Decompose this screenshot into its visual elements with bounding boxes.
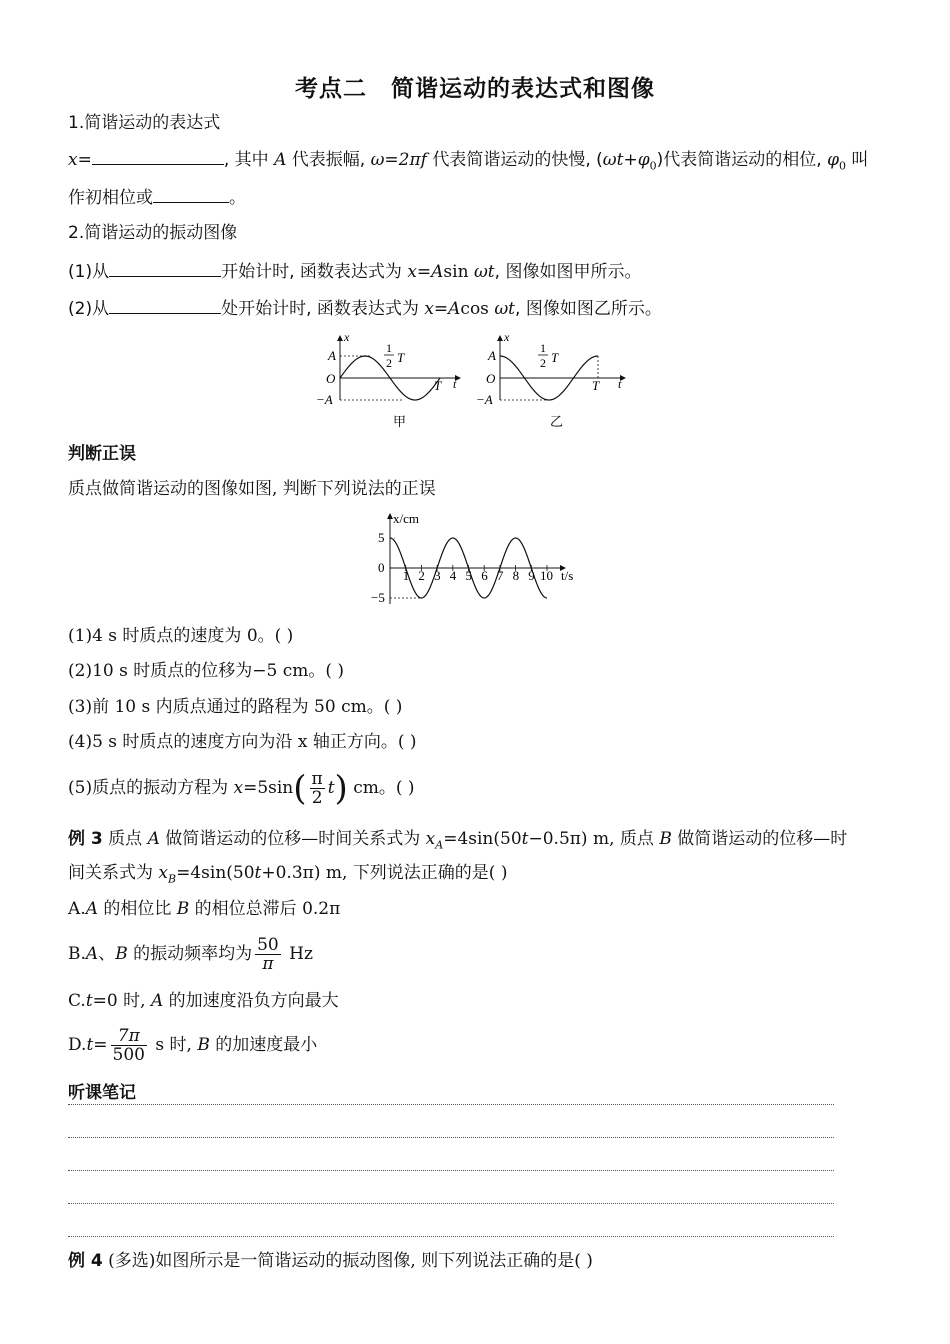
text: s 时, bbox=[149, 1035, 198, 1055]
fraction-den: 2 bbox=[311, 788, 323, 808]
axis-label: x bbox=[344, 330, 350, 344]
text: sin bbox=[443, 262, 474, 282]
ex3-line1 bbox=[68, 828, 847, 856]
fraction-den: 2 bbox=[540, 356, 546, 370]
text: (1)从 bbox=[68, 262, 110, 282]
x-axis-label: t/s bbox=[561, 568, 574, 583]
figure-caption: 乙 bbox=[550, 415, 564, 430]
tick-label: T bbox=[551, 350, 559, 365]
example-label: 例 4 bbox=[68, 1251, 103, 1271]
text: 代表简谐运动的快慢, ( bbox=[426, 150, 603, 170]
option-letter: B. bbox=[68, 944, 86, 964]
notes-heading: 听课笔记 bbox=[68, 1083, 136, 1103]
x-tick-label: 2 bbox=[418, 568, 425, 583]
answer-blank[interactable] bbox=[153, 186, 229, 203]
text: , 图像如图乙所示。 bbox=[515, 299, 662, 319]
text: x bbox=[425, 829, 436, 849]
sine-cosine-figures bbox=[300, 328, 640, 436]
tick-label: T bbox=[434, 378, 442, 393]
judge-item-4: (4)5 s 时质点的速度方向为沿 x 轴正方向。( ) bbox=[68, 732, 417, 752]
judge-intro: 质点做简谐运动的图像如图, 判断下列说法的正误 bbox=[68, 479, 436, 499]
text: 质点 bbox=[102, 829, 148, 849]
x-tick-label: 1 bbox=[402, 568, 410, 583]
axis-label: t bbox=[618, 377, 622, 391]
text: 做简谐运动的位移—时 bbox=[671, 829, 848, 849]
text: 的相位总滞后 0.2π bbox=[189, 899, 341, 919]
answer-blank[interactable] bbox=[109, 297, 221, 314]
text: ω=2πf bbox=[370, 150, 427, 170]
text: 的振动频率均为 bbox=[127, 944, 253, 964]
text: )代表简谐运动的相位, bbox=[656, 150, 828, 170]
tick-label: −A bbox=[476, 392, 493, 407]
text: 0 bbox=[839, 159, 846, 173]
x-tick-label: 4 bbox=[449, 568, 457, 583]
fraction bbox=[255, 936, 281, 973]
fraction-den: 500 bbox=[112, 1045, 145, 1065]
note-line[interactable] bbox=[68, 1170, 834, 1171]
text: B bbox=[659, 829, 672, 849]
text: 的相位比 bbox=[97, 899, 177, 919]
section2-heading: 2.简谐运动的振动图像 bbox=[68, 223, 238, 243]
answer-blank[interactable] bbox=[92, 148, 224, 165]
note-line[interactable] bbox=[68, 1104, 834, 1105]
text: x bbox=[158, 863, 168, 883]
figure-caption: 甲 bbox=[393, 415, 407, 430]
tick-label: A bbox=[328, 348, 336, 363]
text: 的加速度沿负方向最大 bbox=[163, 991, 339, 1011]
fraction-num: 1 bbox=[540, 341, 546, 355]
judge-item-3: (3)前 10 s 内质点通过的路程为 50 cm。( ) bbox=[68, 697, 403, 717]
axis-label: t bbox=[453, 377, 457, 391]
fraction-num: 50 bbox=[257, 935, 279, 955]
ex3-option-b[interactable] bbox=[68, 930, 313, 978]
text: φ bbox=[827, 150, 839, 170]
text: B bbox=[197, 1035, 210, 1055]
text: cos bbox=[460, 299, 495, 319]
y-tick-label: 0 bbox=[378, 560, 385, 575]
y-tick-label: 5 bbox=[378, 530, 385, 545]
page-title: 考点二 简谐运动的表达式和图像 bbox=[295, 76, 655, 102]
text: 。 bbox=[229, 188, 246, 208]
text: ωt bbox=[473, 262, 495, 282]
text: (2)从 bbox=[68, 299, 110, 319]
x-tick-label: 9 bbox=[528, 568, 535, 583]
y-tick-label: −5 bbox=[371, 590, 385, 605]
s2-item1 bbox=[68, 260, 641, 283]
ex3-line2 bbox=[68, 862, 507, 890]
s1-line2 bbox=[68, 186, 246, 209]
figure-yi bbox=[476, 330, 625, 430]
judge-item-1: (1)4 s 时质点的速度为 0。( ) bbox=[68, 626, 294, 646]
text: A bbox=[85, 944, 99, 964]
text: =5sin bbox=[243, 778, 294, 798]
text: =0 时, bbox=[92, 991, 151, 1011]
text: −0.5π) m, 质点 bbox=[528, 829, 660, 849]
ex3-option-a[interactable] bbox=[68, 898, 340, 920]
fraction-num: 1 bbox=[386, 341, 392, 355]
ex3-option-d[interactable] bbox=[68, 1021, 317, 1069]
text: ωt+φ bbox=[602, 150, 650, 170]
x-tick-label: 10 bbox=[540, 568, 553, 583]
x-tick-label: 3 bbox=[434, 568, 441, 583]
text: t bbox=[85, 991, 93, 1011]
tick-label: T bbox=[397, 350, 405, 365]
note-line[interactable] bbox=[68, 1203, 834, 1204]
text: 开始计时, 函数表达式为 bbox=[221, 262, 408, 282]
text: A bbox=[150, 991, 164, 1011]
note-line[interactable] bbox=[68, 1137, 834, 1138]
option-letter: A. bbox=[68, 899, 86, 919]
text: A bbox=[274, 150, 287, 170]
text: cm。( ) bbox=[347, 778, 415, 798]
x-tick-label: 8 bbox=[512, 568, 520, 583]
tick-label: O bbox=[326, 371, 336, 386]
text: x=A bbox=[407, 262, 444, 282]
s2-item2 bbox=[68, 297, 662, 320]
x-tick-label: 6 bbox=[481, 568, 488, 583]
option-letter: D. bbox=[68, 1035, 87, 1055]
text: x bbox=[233, 778, 244, 798]
example-label: 例 3 bbox=[68, 829, 103, 849]
x-tick-label: 5 bbox=[465, 568, 472, 583]
text: t bbox=[327, 778, 335, 798]
text: 间关系式为 bbox=[68, 863, 159, 883]
text: 叫 bbox=[846, 150, 869, 170]
text: t bbox=[86, 1035, 94, 1055]
y-axis-label: x/cm bbox=[393, 511, 419, 526]
axis-label: x bbox=[504, 330, 510, 344]
text: B bbox=[168, 872, 177, 886]
judge-heading: 判断正误 bbox=[68, 444, 136, 464]
text: 做简谐运动的位移—时间关系式为 bbox=[159, 829, 426, 849]
text: t bbox=[521, 829, 529, 849]
x-tick-label: 7 bbox=[496, 568, 504, 583]
text: B bbox=[115, 944, 128, 964]
tick-label: −A bbox=[316, 392, 333, 407]
text: ωt bbox=[494, 299, 516, 319]
text: 作初相位或 bbox=[68, 188, 153, 208]
text: Hz bbox=[283, 944, 313, 964]
fraction bbox=[310, 770, 325, 807]
text: B bbox=[176, 899, 190, 919]
tick-label: O bbox=[486, 371, 496, 386]
fraction-den: 2 bbox=[386, 356, 392, 370]
text: (5)质点的振动方程为 bbox=[68, 778, 234, 798]
text: +0.3π) m, 下列说法正确的是( ) bbox=[261, 863, 508, 883]
text: , 其中 bbox=[223, 150, 275, 170]
text: , 图像如图甲所示。 bbox=[494, 262, 642, 282]
text: A bbox=[147, 829, 160, 849]
text: =4sin(50 bbox=[443, 829, 522, 849]
text: t bbox=[254, 863, 262, 883]
text: (多选)如图所示是一简谐运动的振动图像, 则下列说法正确的是( ) bbox=[102, 1251, 593, 1271]
figure-jia bbox=[316, 330, 460, 430]
fraction-num: 7π bbox=[111, 1027, 147, 1046]
text: 代表振幅, bbox=[286, 150, 371, 170]
text: x=A bbox=[424, 299, 461, 319]
displacement-time-chart bbox=[365, 508, 595, 608]
left-paren: ( bbox=[293, 768, 307, 809]
judge-item-2: (2)10 s 时质点的位移为−5 cm。( ) bbox=[68, 661, 345, 681]
text: =4sin(50 bbox=[176, 863, 255, 883]
answer-blank[interactable] bbox=[109, 260, 221, 277]
note-line[interactable] bbox=[68, 1236, 834, 1237]
section1-heading: 1.简谐运动的表达式 bbox=[68, 113, 221, 133]
option-letter: C. bbox=[68, 991, 86, 1011]
text: x= bbox=[68, 150, 92, 170]
text: A bbox=[435, 838, 444, 852]
fraction-num: π bbox=[311, 769, 323, 789]
fraction bbox=[111, 1027, 147, 1064]
text: 的加速度最小 bbox=[209, 1035, 318, 1055]
right-paren: ) bbox=[334, 768, 348, 809]
text: 0 bbox=[649, 159, 657, 173]
tick-label: T bbox=[592, 378, 600, 393]
judge-item-5 bbox=[68, 765, 415, 812]
text: 处开始计时, 函数表达式为 bbox=[221, 299, 425, 319]
text: 、 bbox=[98, 944, 116, 964]
text: A bbox=[85, 899, 98, 919]
tick-label: A bbox=[488, 348, 496, 363]
s1-line1 bbox=[68, 148, 868, 177]
text: = bbox=[93, 1035, 108, 1055]
fraction-den: π bbox=[262, 954, 274, 974]
ex3-option-c[interactable] bbox=[68, 990, 339, 1012]
ex4-line bbox=[68, 1250, 593, 1272]
